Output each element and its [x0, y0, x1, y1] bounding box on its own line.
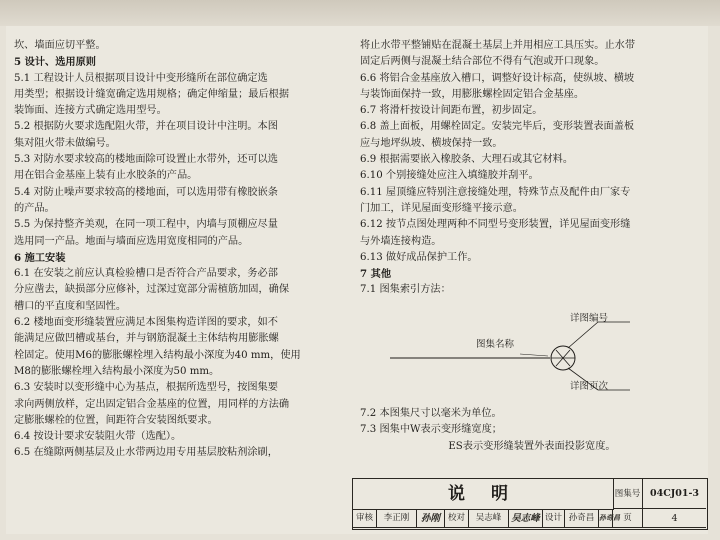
- right-column: [360, 38, 704, 299]
- note-7-3: 7.3 图集中W表示变形缝宽度；: [360, 424, 502, 436]
- page-label: 页: [613, 509, 643, 528]
- reviewer-name: 李正刚: [377, 509, 417, 528]
- atlas-name-label: 图集名称: [476, 339, 515, 350]
- right-text-line: 将止水带平整铺贴在混凝土基层上并用相应工具压实。止水带: [360, 40, 636, 51]
- left-text-line: 5.1 工程设计人员根据项目设计中变形缝所在部位确定选: [14, 72, 268, 84]
- note-7-2: 7.2 本图集尺寸以毫米为单位。: [360, 408, 502, 419]
- check-label: 校对: [445, 509, 469, 528]
- title-block: [352, 478, 708, 530]
- right-text-line: 6.6 将铝合金基座放入槽口，调整好设计标高，使纵坡、横坡: [360, 72, 635, 84]
- left-text-line: 5.4 对防止噪声要求较高的楼地面，可以选用带有橡胶嵌条: [14, 186, 278, 198]
- right-text-line: 6.8 盖上面板，用螺栓固定。安装完毕后，变形装置表面盖板: [360, 121, 635, 133]
- left-text-line: 用类型；根据设计缝宽确定选用规格；确定伸缩量；最后根据: [14, 88, 290, 100]
- review-label: 审核: [353, 509, 377, 528]
- left-text-line: 求向两侧放样，定出固定铝合金基座的位置，用同样的方法确: [14, 398, 290, 410]
- right-text-line: 与外墙连接构造。: [360, 235, 442, 247]
- left-text-line: 分应凿去，缺损部分应修补，过深过宽部分需植筋加固，确保: [14, 284, 290, 296]
- left-text-line: 6.5 在缝隙两侧基层及止水带两边用专用基层胶粘剂涂刷，: [14, 447, 278, 459]
- index-symbol-diagram: [380, 313, 680, 400]
- right-text-line: 6.10 个别接缝处应注入填缝胶并刮平。: [360, 170, 539, 182]
- left-text-line: 选用同一产品。地面与墙面应选用宽度相同的产品。: [14, 235, 249, 247]
- designer-name: 孙奇昌: [565, 509, 599, 528]
- left-text-line: 5.3 对防水要求较高的楼地面除可设置止水带外，还可以选: [14, 154, 278, 166]
- checker-signature: 吴志峰: [509, 509, 543, 528]
- left-text-line: 用在铝合金基座上装有止水胶条的产品。: [14, 170, 198, 182]
- detail-number-label: 详图编号: [570, 313, 609, 324]
- right-text-line: 6.7 将滑杆按设计间距布置，初步固定。: [360, 105, 543, 117]
- left-text-line: 5.2 根据防火要求选配阻火带，并在项目设计中注明。本图: [14, 121, 278, 133]
- detail-page-label: 详图页次: [570, 381, 609, 392]
- left-text-line: 6.1 在安装之前应认真检验槽口是否符合产品要求，务必部: [14, 268, 278, 280]
- atlas-number-label: 图集号: [613, 479, 643, 509]
- right-text-line: 固定后两侧与混凝土结合部位不得有气泡或开口现象。: [360, 56, 605, 68]
- right-text-line: 6.13 做好成品保护工作。: [360, 251, 478, 263]
- left-text-line: 6 施工安装: [14, 251, 66, 264]
- right-text-line: 门加工，详见屋面变形缝平接示意。: [360, 202, 523, 214]
- design-label: 设计: [543, 509, 565, 528]
- designer-signature: 孙奇昌: [599, 509, 613, 528]
- right-text-line: 6.12 按节点图处理两种不同型号变形装置，详见屋面变形缝: [360, 219, 631, 231]
- left-text-line: 槽口的平直度和坚固性。: [14, 300, 127, 312]
- note-7-3-continued: ES表示变形缝装置外表面投影宽度。: [448, 440, 616, 452]
- left-text-line: 坎、墙面应切平整。: [14, 40, 106, 51]
- left-text-line: 能满足应做凹槽或基台，并与钢筋混凝土主体结构用膨胀螺: [14, 333, 279, 345]
- top-bleed-strip: [0, 0, 720, 26]
- left-text-line: 定膨胀螺栓的位置，间距符合安装图纸要求。: [14, 414, 218, 426]
- right-text-line: 7 其他: [360, 268, 392, 281]
- left-text-line: 5 设计、选用原则: [14, 56, 96, 69]
- left-text-line: 6.2 楼地面变形缝装置应满足本图集构造详图的要求，如不: [14, 317, 278, 329]
- left-text-line: M8的膨胀螺栓埋入结构最小深度为50 mm。: [14, 365, 220, 377]
- left-text-line: 6.4 按设计要求安装阻火带（选配）。: [14, 431, 182, 443]
- left-text-line: 装饰面、连接方式确定选用型号。: [14, 105, 167, 117]
- index-symbol-drawing: [380, 316, 680, 400]
- checker-name: 吴志峰: [469, 509, 509, 528]
- right-text-line: 应与地坪纵坡、横坡保持一致。: [360, 137, 503, 149]
- left-text-line: 5.5 为保持整齐美观，在同一项工程中，内墙与顶棚应尽量: [14, 219, 278, 231]
- right-text-line: 6.9 根据需要嵌入橡胶条、大理石或其它材料。: [360, 154, 574, 166]
- right-text-line: 7.1 图集索引方法：: [360, 284, 451, 296]
- left-column: [14, 38, 354, 462]
- right-column-bottom: [360, 406, 704, 455]
- reviewer-signature: 孙刚: [417, 509, 445, 528]
- atlas-number: 04CJ01-3: [643, 479, 706, 509]
- left-text-line: 栓固定。使用M6的膨胀螺栓埋入结构最小深度为40 mm，使用: [14, 349, 301, 361]
- left-text-line: 的产品。: [14, 202, 55, 214]
- page-number: 4: [643, 509, 706, 528]
- left-text-line: 集对阻火带未做编号。: [14, 137, 116, 149]
- right-text-line: 与装饰面保持一致，用膨胀螺栓固定铝合金基座。: [360, 88, 585, 100]
- right-text-line: 6.11 屋顶缝应特别注意接缝处理，特殊节点及配件由厂家专: [360, 186, 631, 198]
- sheet-title: 说 明: [353, 479, 614, 510]
- left-text-line: 6.3 安装时以变形缝中心为基点，根据所选型号，按图集要: [14, 382, 278, 394]
